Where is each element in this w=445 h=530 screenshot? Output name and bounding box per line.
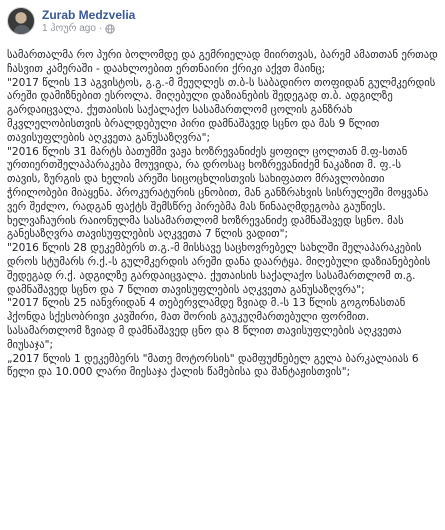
post-paragraph: "2016 წლის 31 მარტს ბათუმში ვაჟა ხოზრევანიძეს ყოფილ ცოლთან მ.ფ-სთან ურთიერთშელაპარაკება მოუვიდა, რა დროსაც ხოზრევანიძემ ნაკაზით მ. ფ.-ს თავის, ზურგის და ხელის არეში სიცოცხლისთვის სახიფათო მრავლობითი ჭრილობები მიაყენა. პროკურატურის ცნობით, მან განზრახვის სისრულეში მოყვანა ვერ შეძლო, რადგან ფაქტს შემსწრე პირებმა მას წინააღმდეგობა გაუწიეს. ხელვაჩაურის რაიონულმა სასამართლომ ხოზრევანიძე დამნაშავედ სცნო. მას განესაზღვრა თავისუფლების აღკვეთა 7 წლის ვადით"; [7,145,429,241]
author-name[interactable]: Zurab Medzvelia [42,8,136,22]
separator-dot: · [98,23,103,34]
post-paragraph: სამართალმა რო პური ბოლომდე და გემრიელად მიირთვას, ბარემ ამათთან ერთად ჩასვით კამერაში - დაახლოებით ერთნაირი ქრიკი აქვთ მაინც; [7,49,438,75]
timestamp-line [42,22,135,35]
globe-icon[interactable] [105,24,115,34]
post-paragraph: "2016 წლის 28 დეკემბერს თ.გ.-მ მისსავე საცხოვრებელ სახლში შელაპარაკების დროს სტუმარს რ.ქ.-ს გულმკერდის არეში დანა დაარტყა. მიღებული დაზიანებების შედეგად რ.ქ. ადგილზე გარდაიცვალა. ქუთაისის საქალაქო სასამართლომ თ.გ. დამნაშავედ სცნო და 7 წლით თავისუფლების აღკვეთა განუსაზღვრა"; [7,242,431,296]
post-paragraph: „2017 წლის 1 დეკემბერს "მათე მოტორსის" დამფუძნებელ გელა ბარკალაიას 6 წელი და 10.000 ლარი მიესაჯა ქალის წამებისა და შანტაჟისთვის"; [7,352,419,379]
post-paragraph: "2017 წლის 25 იანვრიდან 4 თებერვლამდე ზვიად მ.-ს 13 წლის გოგონასთან ჰქონდა სქესობრივი კავშირი, მათ შორის გაუკუღმართებული ფორმით. სასამართლომ ზვიად მ დამნაშავედ ცნო და 8 წლით თავისუფლების აღკვეთა მიუსაჯა"; [7,297,406,351]
avatar[interactable] [7,7,35,35]
post-text [7,49,438,380]
post-meta [42,7,135,35]
post-paragraph: "2017 წლის 13 აგვისტოს, გ.გ.-მ მეუღლეს თ.ბ-ს საბადირო თოფიდან გულმკერდის არეში დამიზნებით ესროლა. მიღებული დაზიანების შედეგად თ.ბ. ადგილზე გარდაიცვალა. ქუთაისის საქალაქო სასამართლომ ცოლის განზრახ მკვლელობისთვის ბრალდებული პირი დამნაშავედ სცნო და მას 9 წლით თავისუფლების აღკვეთა განუსაზღვრა"; [7,76,436,144]
post-header [7,7,438,41]
post-timestamp[interactable]: 1 ჰოურ ago [42,23,96,34]
